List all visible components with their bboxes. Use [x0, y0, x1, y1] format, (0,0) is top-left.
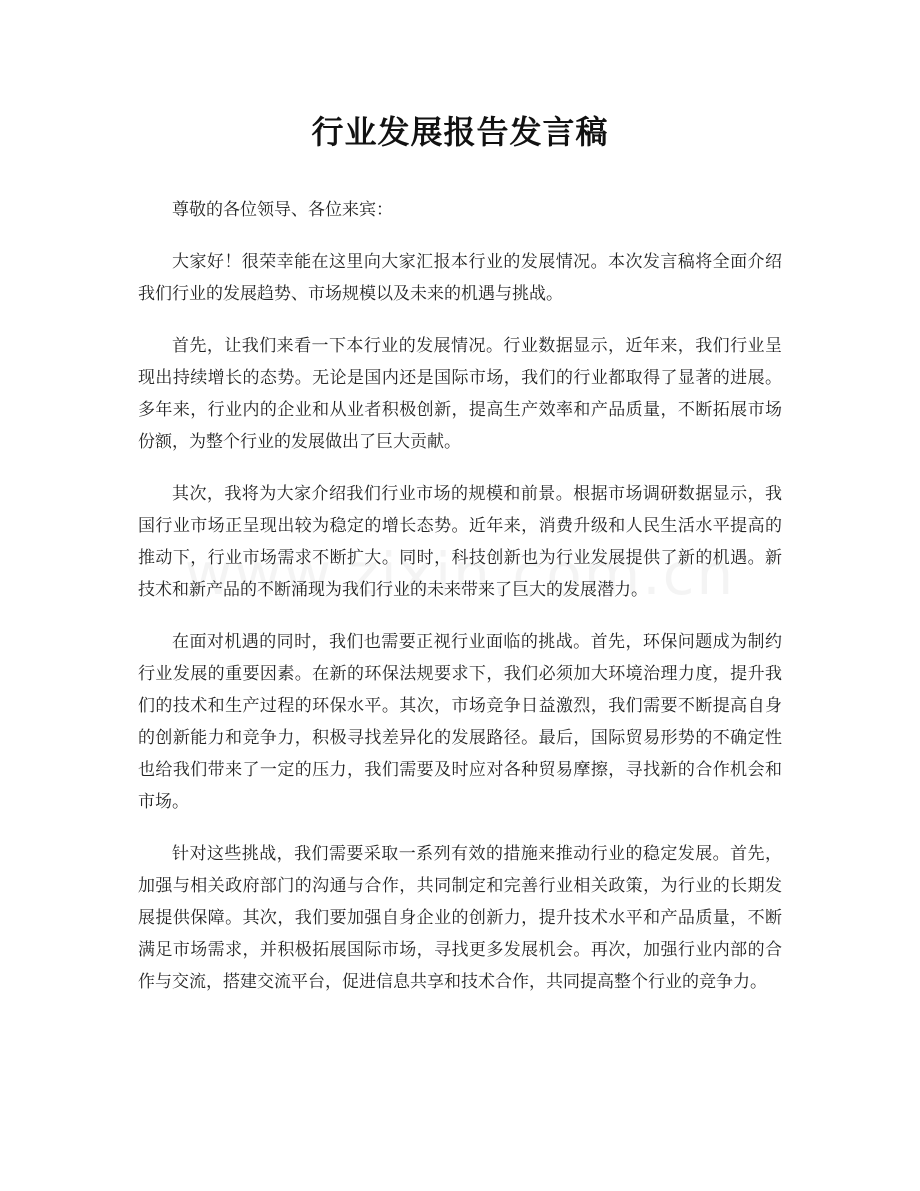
- salutation: 尊敬的各位领导、各位来宾：: [172, 200, 393, 220]
- paragraph-intro: 大家好！很荣幸能在这里向大家汇报本行业的发展情况。本次发言稿将全面介绍我们行业的发展趋势、市场规模以及未来的机遇与挑战。: [138, 252, 782, 304]
- paragraph-challenges: 在面对机遇的同时，我们也需要正视行业面临的挑战。首先，环保问题成为制约行业发展的重要因素。在新的环保法规要求下，我们必须加大环境治理力度，提升我们的技术和生产过程的环保水平。其次，市场竞争日益激烈，我们需要不断提高自身的创新能力和竞争力，积极寻找差异化的发展路径。最后，国际贸易形势的不确定性也给我们带来了一定的压力，我们需要及时应对各种贸易摩擦，寻找新的合作机会和市场。: [138, 632, 782, 812]
- paragraph-market-scale: 其次，我将为大家介绍我们行业市场的规模和前景。根据市场调研数据显示，我国行业市场正呈现出较为稳定的增长态势。近年来，消费升级和人民生活水平提高的推动下，行业市场需求不断扩大。同时，科技创新也为行业发展提供了新的机遇。新技术和新产品的不断涌现为我们行业的未来带来了巨大的发展潜力。: [138, 484, 782, 600]
- document-title: 行业发展报告发言稿: [311, 113, 609, 151]
- paragraph-measures: 针对这些挑战，我们需要采取一系列有效的措施来推动行业的稳定发展。首先，加强与相关政府部门的沟通与合作，共同制定和完善行业相关政策，为行业的长期发展提供保障。其次，我们要加强自身企业的创新力，提升技术水平和产品质量，不断满足市场需求，并积极拓展国际市场，寻找更多发展机会。再次，加强行业内部的合作与交流，搭建交流平台，促进信息共享和技术合作，共同提高整个行业的竞争力。: [138, 844, 782, 992]
- paragraph-development: 首先，让我们来看一下本行业的发展情况。行业数据显示，近年来，我们行业呈现出持续增长的态势。无论是国内还是国际市场，我们的行业都取得了显著的进展。多年来，行业内的企业和从业者积极创新，提高生产效率和产品质量，不断拓展市场份额，为整个行业的发展做出了巨大贡献。: [138, 336, 782, 452]
